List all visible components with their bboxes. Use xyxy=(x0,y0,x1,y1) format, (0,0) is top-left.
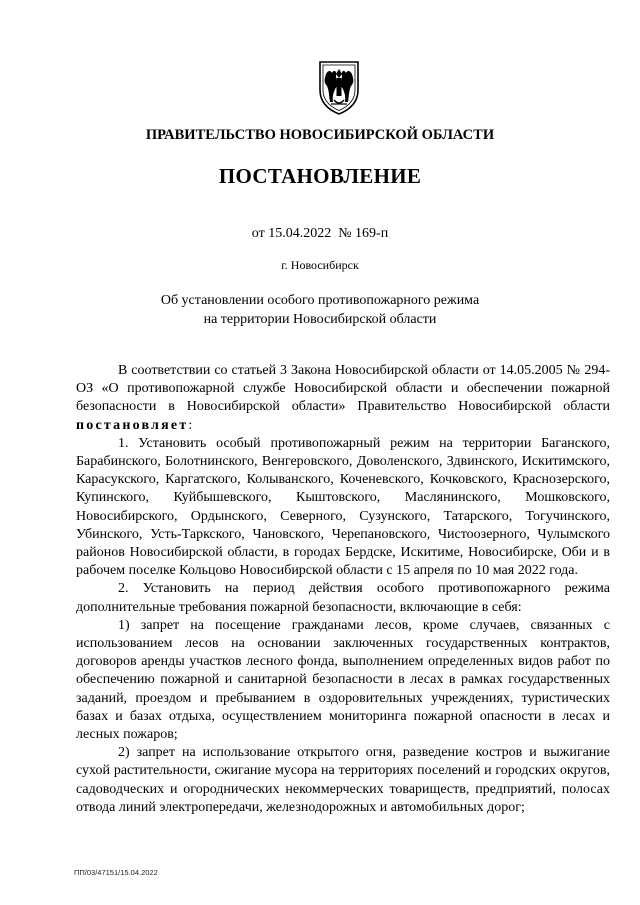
coat-of-arms-emblem-icon xyxy=(316,56,362,116)
subject-line-1: Об установлении особого противопожарного режима xyxy=(160,293,480,308)
paragraph-2-item-2: 2) запрет на использование открытого огня, разведение костров и выжигание сухой растительности, сжигание мусора на территориях поселений и городских округов, садоводческих и огороднических некоммерческих товариществ, предприятий, полосах отвода линий электропередачи, железнодорожных и автомобильных дорог; xyxy=(76,745,610,815)
preamble-paragraph xyxy=(76,362,610,435)
paragraph-2-item-1: 1) запрет на посещение гражданами лесов, кроме случаев, связанных с использованием лесов на основании заключенных государственных контрактов, договоров аренды участков лесного фонда, выполнением определенных видов работ по обеспечению пожарной и санитарной безопасности в лесах в рамках государственных заданий, проездом и пребыванием в оздоровительных учреждениях, туристических базах и базах отдыха, осуществлением мониторинга пожарной опасности в лесах и лесных пожаров; xyxy=(76,617,610,743)
subject-line-2: на территории Новосибирской области xyxy=(203,312,437,327)
preamble-resolves: постановляет xyxy=(76,417,189,433)
city-name: г. Новосибирск xyxy=(281,258,359,272)
preamble-colon: : xyxy=(188,417,193,433)
government-name: ПРАВИТЕЛЬСТВО НОВОСИБИРСКОЙ ОБЛАСТИ xyxy=(145,127,495,143)
preamble-text: В соответствии со статьей 3 Закона Новосибирской области от 14.05.2005 № 294-ОЗ «О противопожарной службе Новосибирской области и обеспечении пожарной безопасности в Новосибирской области» Правительство Новосибирской области xyxy=(76,363,610,415)
document-body xyxy=(76,362,610,817)
paragraph-1: 1. Установить особый противопожарный режим на территории Баганского, Барабинского, Болотнинского, Венгеровского, Доволенского, Здвинского, Искитимского, Карасукского, Каргатского, Колыванского, Коченевского, Кочковского, Краснозерского, Купинского, Куйбышевского, Кыштовского, Маслянинского, Мошковского, Новосибирского, Ордынского, Северного, Сузунского, Татарского, Тогучинского, Убинского, Усть-Таркского, Чановского, Черепановского, Чистоозерного, Чулымского районов Новосибирской области, в городах Бердске, Искитиме, Новосибирске, Оби и в рабочем поселке Кольцово Новосибирской области с 15 апреля по 10 мая 2022 года. xyxy=(76,435,610,579)
document-type-title: ПОСТАНОВЛЕНИЕ xyxy=(218,164,422,188)
date-and-number: от 15.04.2022 № 169-п xyxy=(251,226,389,241)
footer-document-code: ПП/03/47151/15.04.2022 xyxy=(74,868,158,877)
paragraph-2: 2. Установить на период действия особого противопожарного режима дополнительные требования пожарной безопасности, включающие в себя: xyxy=(76,581,610,615)
document-subject xyxy=(0,291,640,329)
